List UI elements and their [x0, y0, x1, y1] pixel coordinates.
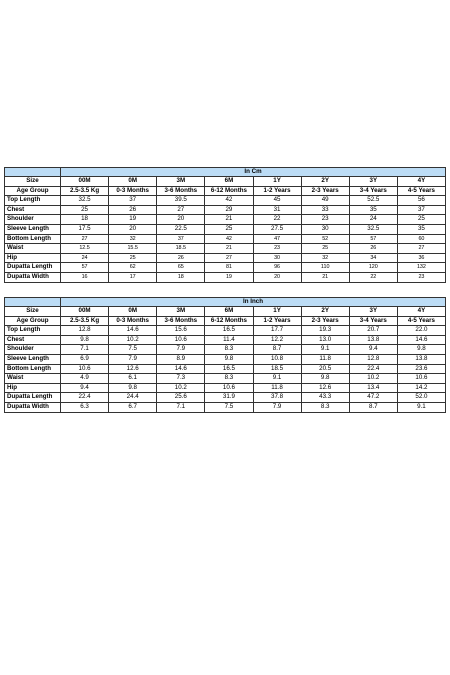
measurement-value: 14.6 — [109, 326, 157, 336]
measurement-value: 20.7 — [349, 326, 397, 336]
title-spacer-cell — [5, 298, 61, 307]
measurement-value: 16.5 — [205, 364, 253, 374]
measurement-value: 10.8 — [253, 354, 301, 364]
measurement-value: 21 — [205, 244, 253, 254]
measurement-label: Shoulder — [5, 215, 61, 225]
measurement-value: 32 — [301, 253, 349, 263]
measurement-value: 34 — [349, 253, 397, 263]
measurement-value: 65 — [157, 263, 205, 273]
measurement-value: 14.2 — [397, 383, 445, 393]
age-group-cell: 4-5 Years — [397, 316, 445, 326]
measurement-value: 25 — [61, 205, 109, 215]
table-row — [5, 335, 446, 345]
measurement-label: Sleeve Length — [5, 354, 61, 364]
age-group-label: Age Group — [5, 316, 61, 326]
measurement-value: 4.9 — [61, 374, 109, 384]
measurement-value: 96 — [253, 263, 301, 273]
measurement-value: 7.1 — [157, 402, 205, 412]
measurement-value: 32.5 — [349, 224, 397, 234]
size-header-cell: 00M — [61, 177, 109, 187]
measurement-label: Chest — [5, 335, 61, 345]
measurement-value: 12.2 — [253, 335, 301, 345]
measurement-value: 12.8 — [349, 354, 397, 364]
measurement-value: 19.3 — [301, 326, 349, 336]
size-header-cell: 3M — [157, 307, 205, 317]
table-row — [5, 354, 446, 364]
measurement-value: 20 — [157, 215, 205, 225]
title-spacer-cell — [5, 168, 61, 177]
table-row — [5, 345, 446, 355]
measurement-value: 9.1 — [253, 374, 301, 384]
measurement-value: 8.3 — [205, 345, 253, 355]
age-group-cell: 3-4 Years — [349, 186, 397, 196]
age-group-cell: 1-2 Years — [253, 186, 301, 196]
measurement-value: 57 — [349, 234, 397, 244]
measurement-value: 49 — [301, 196, 349, 206]
size-header-cell: 3Y — [349, 307, 397, 317]
measurement-value: 33 — [301, 205, 349, 215]
table-title: In Inch — [61, 298, 446, 307]
measurement-value: 24.4 — [109, 393, 157, 403]
measurement-value: 31.9 — [205, 393, 253, 403]
measurement-value: 13.8 — [349, 335, 397, 345]
measurement-value: 10.6 — [61, 364, 109, 374]
measurement-label: Shoulder — [5, 345, 61, 355]
measurement-value: 23 — [253, 244, 301, 254]
measurement-value: 19 — [109, 215, 157, 225]
size-header-cell: 3Y — [349, 177, 397, 187]
measurement-value: 13.4 — [349, 383, 397, 393]
measurement-value: 39.5 — [157, 196, 205, 206]
measurement-value: 10.6 — [205, 383, 253, 393]
table-title: In Cm — [61, 168, 446, 177]
measurement-value: 22.0 — [397, 326, 445, 336]
measurement-value: 7.9 — [253, 402, 301, 412]
size-header-cell: 2Y — [301, 307, 349, 317]
measurement-value: 27 — [397, 244, 445, 254]
measurement-value: 47 — [253, 234, 301, 244]
measurement-value: 36 — [397, 253, 445, 263]
measurement-value: 22.5 — [157, 224, 205, 234]
measurement-label: Sleeve Length — [5, 224, 61, 234]
measurement-value: 37.8 — [253, 393, 301, 403]
measurement-value: 27 — [157, 205, 205, 215]
measurement-value: 27 — [205, 253, 253, 263]
measurement-value: 9.8 — [205, 354, 253, 364]
table-row — [5, 263, 446, 273]
measurement-label: Hip — [5, 383, 61, 393]
table-row — [5, 234, 446, 244]
size-header-label: Size — [5, 307, 61, 317]
measurement-value: 110 — [301, 263, 349, 273]
measurement-value: 43.3 — [301, 393, 349, 403]
measurement-value: 42 — [205, 196, 253, 206]
measurement-value: 25.6 — [157, 393, 205, 403]
measurement-value: 32 — [109, 234, 157, 244]
measurement-value: 12.5 — [61, 244, 109, 254]
size-header-cell: 6M — [205, 307, 253, 317]
size-header-row — [5, 307, 446, 317]
measurement-value: 57 — [61, 263, 109, 273]
measurement-label: Bottom Length — [5, 364, 61, 374]
measurement-value: 22 — [349, 272, 397, 282]
measurement-value: 31 — [253, 205, 301, 215]
measurement-value: 25 — [109, 253, 157, 263]
measurement-value: 24 — [61, 253, 109, 263]
size-chart-cm-table — [4, 167, 446, 283]
age-group-label: Age Group — [5, 186, 61, 196]
measurement-value: 27 — [61, 234, 109, 244]
measurement-value: 18 — [61, 215, 109, 225]
measurement-value: 25 — [301, 244, 349, 254]
measurement-value: 17.5 — [61, 224, 109, 234]
table-row — [5, 272, 446, 282]
measurement-value: 20 — [109, 224, 157, 234]
measurement-label: Hip — [5, 253, 61, 263]
measurement-value: 23 — [301, 215, 349, 225]
measurement-value: 11.4 — [205, 335, 253, 345]
measurement-value: 14.6 — [157, 364, 205, 374]
measurement-value: 15.6 — [157, 326, 205, 336]
size-header-cell: 00M — [61, 307, 109, 317]
size-header-cell: 3M — [157, 177, 205, 187]
measurement-value: 21 — [205, 215, 253, 225]
measurement-value: 20.5 — [301, 364, 349, 374]
age-group-row — [5, 186, 446, 196]
measurement-label: Dupatta Width — [5, 272, 61, 282]
measurement-value: 21 — [301, 272, 349, 282]
measurement-value: 6.9 — [61, 354, 109, 364]
age-group-row — [5, 316, 446, 326]
measurement-value: 9.8 — [301, 374, 349, 384]
measurement-value: 25 — [397, 215, 445, 225]
size-header-cell: 1Y — [253, 307, 301, 317]
age-group-cell: 6-12 Months — [205, 186, 253, 196]
measurement-value: 81 — [205, 263, 253, 273]
age-group-cell: 6-12 Months — [205, 316, 253, 326]
age-group-cell: 2.5-3.5 Kg — [61, 316, 109, 326]
measurement-value: 22.4 — [349, 364, 397, 374]
measurement-value: 10.6 — [157, 335, 205, 345]
measurement-value: 9.8 — [397, 345, 445, 355]
measurement-value: 15.5 — [109, 244, 157, 254]
measurement-value: 6.3 — [61, 402, 109, 412]
measurement-value: 120 — [349, 263, 397, 273]
measurement-value: 56 — [397, 196, 445, 206]
measurement-value: 27.5 — [253, 224, 301, 234]
age-group-cell: 2-3 Years — [301, 186, 349, 196]
table-row — [5, 402, 446, 412]
measurement-value: 7.3 — [157, 374, 205, 384]
measurement-value: 26 — [157, 253, 205, 263]
age-group-cell: 0-3 Months — [109, 316, 157, 326]
measurement-value: 7.9 — [109, 354, 157, 364]
measurement-value: 7.1 — [61, 345, 109, 355]
size-header-cell: 0M — [109, 307, 157, 317]
measurement-label: Waist — [5, 374, 61, 384]
measurement-value: 7.5 — [205, 402, 253, 412]
measurement-value: 42 — [205, 234, 253, 244]
measurement-value: 29 — [205, 205, 253, 215]
measurement-value: 12.6 — [109, 364, 157, 374]
measurement-value: 22 — [253, 215, 301, 225]
measurement-label: Top Length — [5, 326, 61, 336]
size-chart-inch-table — [4, 297, 446, 413]
measurement-value: 6.1 — [109, 374, 157, 384]
table-row — [5, 196, 446, 206]
table-row — [5, 244, 446, 254]
measurement-value: 52.5 — [349, 196, 397, 206]
size-header-cell: 1Y — [253, 177, 301, 187]
measurement-value: 13.8 — [397, 354, 445, 364]
measurement-value: 18 — [157, 272, 205, 282]
measurement-value: 17.7 — [253, 326, 301, 336]
measurement-value: 9.1 — [301, 345, 349, 355]
measurement-value: 10.2 — [109, 335, 157, 345]
measurement-value: 9.8 — [61, 335, 109, 345]
measurement-value: 20 — [253, 272, 301, 282]
measurement-value: 8.9 — [157, 354, 205, 364]
measurement-value: 7.5 — [109, 345, 157, 355]
measurement-value: 32.5 — [61, 196, 109, 206]
measurement-value: 6.7 — [109, 402, 157, 412]
measurement-value: 11.8 — [301, 354, 349, 364]
table-row — [5, 253, 446, 263]
measurement-value: 132 — [397, 263, 445, 273]
age-group-cell: 2-3 Years — [301, 316, 349, 326]
table-row — [5, 215, 446, 225]
measurement-value: 30 — [253, 253, 301, 263]
age-group-cell: 3-6 Months — [157, 316, 205, 326]
measurement-value: 12.8 — [61, 326, 109, 336]
age-group-cell: 3-6 Months — [157, 186, 205, 196]
measurement-label: Waist — [5, 244, 61, 254]
measurement-value: 7.9 — [157, 345, 205, 355]
size-header-cell: 4Y — [397, 177, 445, 187]
age-group-cell: 2.5-3.5 Kg — [61, 186, 109, 196]
measurement-value: 18.5 — [253, 364, 301, 374]
measurement-value: 22.4 — [61, 393, 109, 403]
table-title-row — [5, 298, 446, 307]
size-header-row — [5, 177, 446, 187]
measurement-value: 45 — [253, 196, 301, 206]
measurement-value: 10.6 — [397, 374, 445, 384]
measurement-value: 37 — [109, 196, 157, 206]
measurement-value: 25 — [205, 224, 253, 234]
table-row — [5, 224, 446, 234]
size-header-cell: 6M — [205, 177, 253, 187]
measurement-value: 18.5 — [157, 244, 205, 254]
measurement-value: 13.0 — [301, 335, 349, 345]
table-row — [5, 205, 446, 215]
measurement-value: 37 — [397, 205, 445, 215]
measurement-value: 23 — [397, 272, 445, 282]
table-row — [5, 383, 446, 393]
measurement-value: 17 — [109, 272, 157, 282]
measurement-value: 14.6 — [397, 335, 445, 345]
measurement-value: 23.6 — [397, 364, 445, 374]
measurement-value: 11.8 — [253, 383, 301, 393]
measurement-value: 8.7 — [253, 345, 301, 355]
size-header-label: Size — [5, 177, 61, 187]
measurement-value: 10.2 — [349, 374, 397, 384]
measurement-value: 19 — [205, 272, 253, 282]
measurement-label: Dupatta Length — [5, 263, 61, 273]
measurement-value: 9.4 — [349, 345, 397, 355]
measurement-value: 26 — [349, 244, 397, 254]
table-row — [5, 326, 446, 336]
size-header-cell: 0M — [109, 177, 157, 187]
measurement-value: 9.8 — [109, 383, 157, 393]
age-group-cell: 4-5 Years — [397, 186, 445, 196]
measurement-value: 24 — [349, 215, 397, 225]
measurement-value: 35 — [349, 205, 397, 215]
measurement-label: Dupatta Width — [5, 402, 61, 412]
measurement-value: 8.3 — [301, 402, 349, 412]
table-title-row — [5, 168, 446, 177]
age-group-cell: 0-3 Months — [109, 186, 157, 196]
measurement-value: 37 — [157, 234, 205, 244]
age-group-cell: 1-2 Years — [253, 316, 301, 326]
age-group-cell: 3-4 Years — [349, 316, 397, 326]
measurement-value: 12.6 — [301, 383, 349, 393]
measurement-value: 8.7 — [349, 402, 397, 412]
measurement-value: 16.5 — [205, 326, 253, 336]
measurement-value: 52.0 — [397, 393, 445, 403]
measurement-value: 9.1 — [397, 402, 445, 412]
measurement-label: Dupatta Length — [5, 393, 61, 403]
measurement-value: 10.2 — [157, 383, 205, 393]
table-row — [5, 393, 446, 403]
measurement-label: Chest — [5, 205, 61, 215]
measurement-value: 52 — [301, 234, 349, 244]
size-header-cell: 4Y — [397, 307, 445, 317]
measurement-label: Top Length — [5, 196, 61, 206]
measurement-value: 16 — [61, 272, 109, 282]
measurement-value: 30 — [301, 224, 349, 234]
table-row — [5, 374, 446, 384]
table-row — [5, 364, 446, 374]
measurement-value: 8.3 — [205, 374, 253, 384]
measurement-value: 62 — [109, 263, 157, 273]
size-header-cell: 2Y — [301, 177, 349, 187]
measurement-value: 9.4 — [61, 383, 109, 393]
measurement-value: 26 — [109, 205, 157, 215]
measurement-value: 47.2 — [349, 393, 397, 403]
measurement-label: Bottom Length — [5, 234, 61, 244]
measurement-value: 35 — [397, 224, 445, 234]
measurement-value: 60 — [397, 234, 445, 244]
